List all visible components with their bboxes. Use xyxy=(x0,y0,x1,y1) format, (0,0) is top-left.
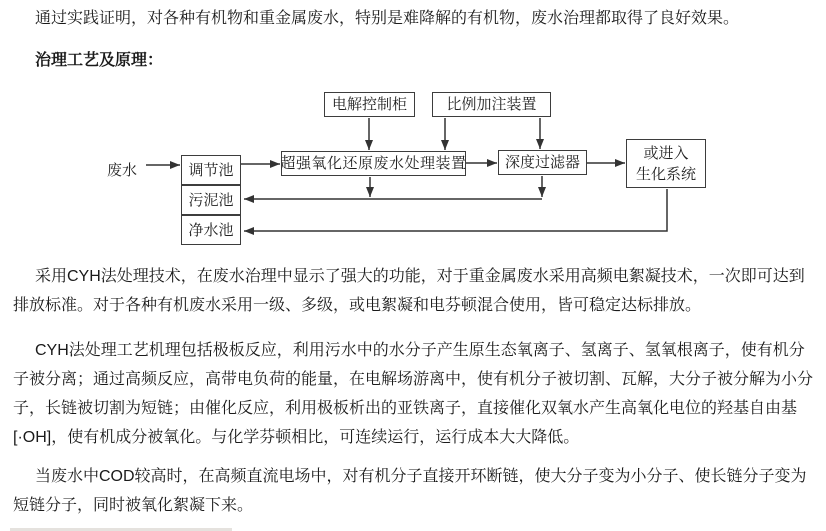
node-clean-water-tank: 净水池 xyxy=(181,215,241,245)
node-regulating-tank: 调节池 xyxy=(181,155,241,185)
paragraph-cyh-overview: 采用CYH法处理技术，在废水治理中显示了强大的功能，对于重金属废水采用高频电絮凝技术，一次即可达到排放标准。对于各种有机废水采用一级、多级，或电絮凝和电芬顿混合使用，皆可稳定达标排放。 xyxy=(13,268,805,314)
node-depth-filter: 深度过滤器 xyxy=(498,150,587,175)
section-heading: 治理工艺及原理： xyxy=(35,52,164,69)
biochemical-label-line2: 生化系统 xyxy=(635,165,696,183)
node-oxidation-unit: 超强氧化还原废水处理装置 xyxy=(281,151,466,176)
paragraph-cod: 当废水中COD较高时，在高频直流电场中，对有机分子直接开环断链，使大分子变为小分子、使长链分子变为短链分子，同时被氧化絮凝下来。 xyxy=(13,468,807,514)
paragraph-intro: 通过实践证明，对各种有机物和重金属废水，特别是难降解的有机物，废水治理都取得了良好效果。 xyxy=(35,10,740,27)
paragraph-mechanism: CYH法处理工艺机理包括极板反应，利用污水中的水分子产生原生态氧离子、氢离子、氢氧根离子，使有机分子被分离；通过高频反应，高带电负荷的能量，在电解场游离中，使有机分子被切割、瓦解，大分子被分解为小分子，长链被切割为短链；由催化反应，利用极板析出的亚铁离子，直接催化双氧水产生高氧化电位的羟基自由基[·OH]，使有机成分被氧化。与化学芬顿相比，可连续运行，运行成本大大降低。 xyxy=(13,342,814,446)
biochemical-label-line1: 或进入 xyxy=(643,144,689,162)
node-electrolysis-cabinet: 电解控制柜 xyxy=(324,92,415,117)
arrow-cleanwater-return xyxy=(244,189,667,231)
wastewater-label: 废水 xyxy=(107,161,138,179)
node-biochemical-system xyxy=(626,139,706,188)
node-sludge-tank: 污泥池 xyxy=(181,185,241,215)
process-flow-diagram xyxy=(0,85,826,250)
node-dosing-device: 比例加注装置 xyxy=(432,92,551,117)
